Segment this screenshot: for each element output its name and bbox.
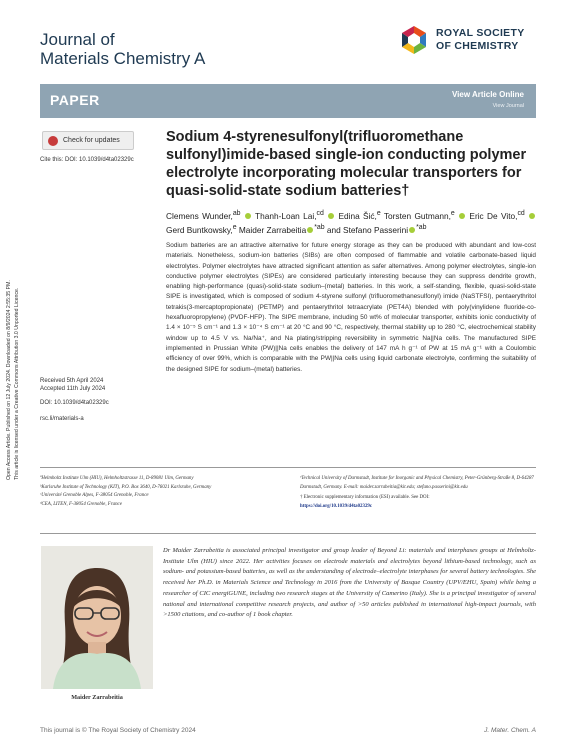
author-affiliation-sup: *ab — [314, 224, 325, 232]
author-affiliation-sup: ab — [232, 210, 241, 217]
author-name[interactable]: Maider Zarrabeitia — [238, 225, 307, 236]
author-affiliation-sup: cd — [517, 210, 525, 217]
open-access-line2[interactable]: This article is licensed under a Creative Commons Attribution 3.0 Unported Licence. — [13, 287, 20, 480]
affiliation: ᶜUniversité Grenoble Alpes, F-38054 Grenoble, France — [40, 493, 149, 499]
affiliations-right — [300, 475, 536, 511]
author-name[interactable]: Eric De Vito, — [469, 210, 518, 221]
esi-doi-link[interactable]: https://doi.org/10.1039/d4ta02329c — [300, 503, 373, 509]
author-name[interactable]: and Stefano Passerini — [326, 225, 409, 236]
author-name[interactable]: Thanh-Loan Lai, — [255, 210, 317, 221]
author-name[interactable]: Gerd Buntkowsky, — [166, 225, 233, 236]
view-journal-link[interactable]: View Journal — [492, 103, 524, 109]
cite-this: Cite this: DOI: 10.1039/d4ta02329c — [40, 157, 134, 163]
orcid-icon[interactable] — [307, 227, 313, 233]
author-name[interactable]: Clemens Wunder, — [166, 210, 233, 221]
author-affiliation-sup: *ab — [416, 224, 427, 232]
abstract: Sodium batteries are an attractive alternative for future energy storage as they can be produced with abundant and low-cost materials. Nonetheless, sodium-ion batteries (SIBs) are often composed of flammable and volatile carbonate-based liquid electrolytes. Polymer electrolytes have attracted significant attention as safer alternatives. Among polymer electrolytes, single-ion conductive polymer electrolytes (SIPEs) are considered particularly interesting because they can suppress dendrite growth, enabling high-performance (quasi)-solid-state sodium–(metal) batteries. In this work, a self-standing, flexible, quasi-solid-state SIPE is investigated, which is composed of sodium 4-styrene sulfonyl (trifluoromethanesulfonyl) imide (NaSTFSI), pentaerythritol tetrakis(3-mercaptopropionate) (PETMP) and pentaerythritol tetraacrylate (PET4A) blended with poly(vinylidene fluoride-co-hexafluoropropylene) (PVDF-HFP). The SIPE membrane, including 50 wt% of molecular transporter, exhibits ionic conductivity of 1.4 × 10⁻⁵ S cm⁻¹ and 1.3 × 10⁻⁴ S cm⁻¹ at 20 °C and 90 °C, respectively, thermal stability up to 280 °C, electrochemical stability window up to 4.5 V vs. Na/Na⁺, and Na plating/stripping reversibility in symmetric Na||Na cells. The manufactured SIPE implemented in Prussian White (PW)||Na cells enables the delivery of 147 mA h g⁻¹ of PW at 15 mA g⁻¹ with a Coulombic efficiency of over 99%, which is comparable with the PW||Na cells using liquid carbonate electrolyte, confirming the suitability of the designed SIPE for sodium–(metal) batteries. — [166, 242, 536, 373]
author-affiliation-sup: e — [232, 224, 237, 232]
journal-title-line1: Journal of — [40, 30, 115, 49]
rsc-logo-icon — [398, 24, 430, 56]
bio-divider — [40, 533, 536, 534]
author-name[interactable]: Torsten Gutmann, — [383, 210, 451, 221]
article-type-banner — [40, 84, 536, 118]
publisher-logo[interactable] — [398, 24, 538, 64]
check-for-updates-button[interactable] — [42, 131, 134, 150]
affiliation: ᵉTechnical University of Darmstadt, Institute for Inorganic and Physical Chemistry, Peter-Grünberg-Straße 8, D-64287 Darmstadt, Germany. E-mail: maider.zarrabeitia@kit.edu; stefano.passerini@kit.edu — [300, 476, 534, 490]
esi-note — [300, 494, 536, 511]
orcid-icon[interactable] — [459, 213, 465, 219]
author-list — [166, 208, 536, 237]
journal-short-link[interactable]: rsc.li/materials-a — [40, 416, 84, 422]
footer-copyright: This journal is © The Royal Society of Chemistry 2024 — [40, 727, 196, 734]
orcid-icon[interactable] — [529, 213, 535, 219]
open-access-notice — [6, 150, 26, 480]
article-title: Sodium 4-styrenesulfonyl(trifluoromethane sulfonyl)imide-based single-ion conducting polymer electrolyte incorporating molecular transporters for quasi-solid-state sodium batteries† — [166, 129, 527, 199]
orcid-icon[interactable] — [245, 213, 251, 219]
check-for-updates-label: Check for updates — [63, 137, 120, 144]
affiliations-divider — [40, 467, 536, 468]
author-photo — [41, 546, 153, 689]
update-check-icon — [48, 136, 58, 146]
author-photo-caption: Maider Zarrabeitia — [71, 694, 123, 701]
esi-note-text: † Electronic supplementary information (ESI) available. See DOI: — [300, 495, 430, 501]
author-affiliation-sup: e — [376, 210, 381, 217]
journal-title-line2: Materials Chemistry A — [40, 49, 206, 68]
journal-title — [40, 30, 205, 68]
orcid-icon[interactable] — [328, 213, 334, 219]
article-doi[interactable]: DOI: 10.1039/d4ta02329c — [40, 400, 109, 406]
orcid-icon[interactable] — [409, 227, 415, 233]
affiliation: ᵈCEA, LITEN, F-38054 Grenoble, France — [40, 501, 122, 507]
open-access-line1[interactable]: Open Access Article. Published on 12 July 2024. Downloaded on 8/9/2024 2:55:35 PM. — [6, 280, 12, 480]
author-name[interactable]: Edina Šić, — [338, 210, 377, 221]
footer-journal-abbrev: J. Mater. Chem. A — [484, 727, 536, 734]
view-article-online-link[interactable]: View Article Online — [451, 90, 524, 99]
publisher-name — [436, 27, 525, 53]
author-portrait-icon — [41, 546, 153, 689]
author-affiliation-sup: cd — [316, 210, 324, 217]
publisher-name-line1: ROYAL SOCIETY — [436, 27, 525, 39]
author-biography: Dr Maider Zarrabeitia is associated principal investigator and group leader of Beyond Li: materials and interphases groups at Helmholtz-Institute Ulm (HIU) since 2022. Her activities focuses on electrode materials and electrolytes beyond lithium-based technology, such as sodium- and potassium-based batteries, as well as the understanding of electrode–electrolyte interphases for several battery technologies. She received her Ph.D. in Materials Science and Technology in 2016 from the University of Basque Country (UPV/EHU, Spain) while being a researcher of CIC energiGUNE, including two research stages at the University of Camerino (Italy). She is a principal investigator of several national and international competitive research projects, and author of >50 articles published in international high-impact journals, with >1500 citations, and co-author of 1 book chapter. — [163, 547, 536, 619]
affiliation: ªHelmholtz Institute Ulm (HIU), Helmholtzstrasse 11, D-89081 Ulm, Germany — [40, 476, 194, 481]
publication-dates — [40, 377, 105, 393]
affiliations-left — [40, 475, 265, 509]
author-affiliation-sup: e — [450, 210, 455, 217]
received-date: Received 5th April 2024 — [40, 378, 104, 384]
accepted-date: Accepted 11th July 2024 — [40, 386, 106, 392]
article-type-label: PAPER — [50, 92, 100, 108]
publisher-name-line2: OF CHEMISTRY — [436, 40, 519, 52]
affiliation: ᵇKarlsruhe Institute of Technology (KIT), P.O. Box 3640, D-76021 Karlsruhe, Germany — [40, 484, 212, 490]
